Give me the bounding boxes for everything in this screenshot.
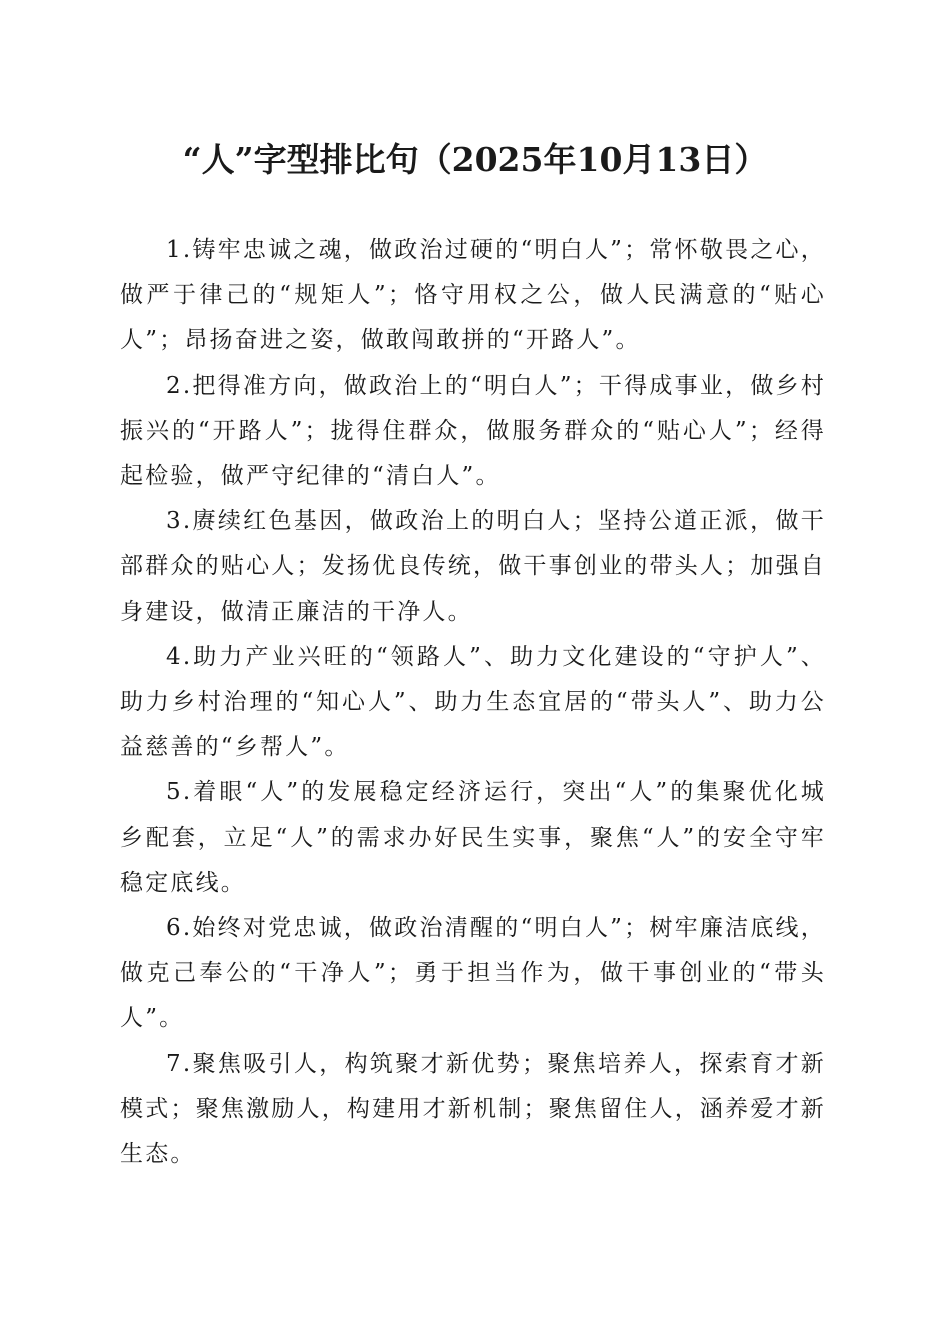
paragraph-3: 3.赓续红色基因，做政治上的明白人；坚持公道正派，做干部群众的贴心人；发扬优良传统，做干事创业的带头人；加强自身建设，做清正廉洁的干净人。 [120, 508, 826, 625]
paragraph-6: 6.始终对党忠诚，做政治清醒的“明白人”；树牢廉洁底线，做克己奉公的“干净人”；勇于担当作为，做干事创业的“带头人”。 [120, 915, 826, 1032]
paragraph-7: 7.聚焦吸引人，构筑聚才新优势；聚焦培养人，探索育才新模式；聚焦激励人，构建用才新机制；聚焦留住人，涵养爱才新生态。 [120, 1050, 826, 1168]
paragraph-5: 5.着眼“人”的发展稳定经济运行，突出“人”的集聚优化城乡配套，立足“人”的需求办好民生实事，聚焦“人”的安全守牢稳定底线。 [120, 779, 826, 896]
document-title: “人”字型排比句（2025年10月13日） [182, 140, 768, 179]
document-body [120, 228, 826, 1177]
paragraph-4: 4.助力产业兴旺的“领路人”、助力文化建设的“守护人”、助力乡村治理的“知心人”、助力生态宜居的“带头人”、助力公益慈善的“乡帮人”。 [120, 643, 826, 761]
paragraph-1: 1.铸牢忠诚之魂，做政治过硬的“明白人”；常怀敬畏之心，做严于律己的“规矩人”；恪守用权之公，做人民满意的“贴心人”；昂扬奋进之姿，做敢闯敢拼的“开路人”。 [120, 237, 826, 354]
paragraph-2: 2.把得准方向，做政治上的“明白人”；干得成事业，做乡村振兴的“开路人”；拢得住群众，做服务群众的“贴心人”；经得起检验，做严守纪律的“清白人”。 [120, 372, 826, 490]
